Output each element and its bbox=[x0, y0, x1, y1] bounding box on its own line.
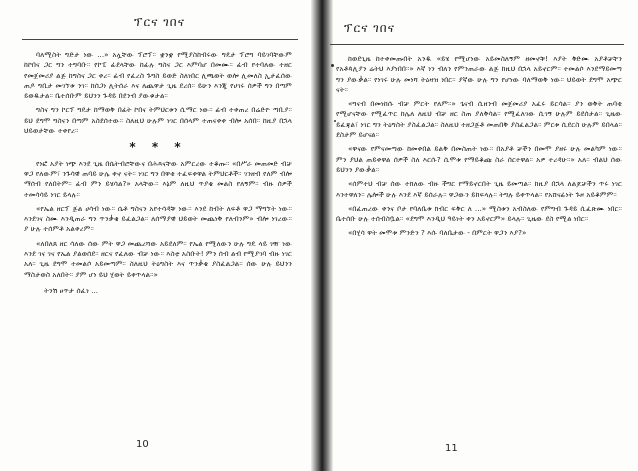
scan-speck bbox=[334, 120, 336, 122]
left-paragraph-3: የነፎ አያት ነጭ እንደ ጊዜ በሴትብሮቸውና በሕጻናቸው አምርረው ተቆጡ። «በሥራ መጠመድ ብቻ ዋጋ የለውም፣ ንጉሳዊ ጠባይ ሁሌ ቀኖ ናት። ነገር ግን በዋቂ ተፈፍቀዋል ትምህርቶች። ገንዘብ የለም ብሎ ማሰብ የለበትም። ፊብ ምን ይሄሳል?» አላቸው። እኔም ለዚህ ጥያቄ መልስ የለኝም። ብዙ ሰዎች ተመሳሳይ ነገር ይላሉ። bbox=[24, 158, 292, 199]
scan-speck bbox=[331, 64, 334, 67]
right-paragraph-3: «ዋናው የምናመጣው ከመቀበል ይልቅ በመስጠት ነው። በአያቶ ቻችን በመሞ ያዘሩ ሁሉ መልካም ነው። ምን ያህል ጠይቀዋል ሰዎች ስለ እርሱ? ሲሞቱ የማይቆጩ ስራ ሰርተዋል። አዎ ተረዳሁ።» አለ። ብልህ ሰው ይህንን ያውቃል። bbox=[336, 144, 622, 174]
running-header-left: ፕርና ገበና bbox=[134, 15, 185, 29]
right-paragraph-4: «ሰምተህ ብቻ ሰው ተክለው ብዙ ችግር የማይኖርበት ጊዜ ይመጣል። ከዚያ በኋላ ለልጆቻችን ጥሩ ነገር እንተዋለን። ሌሎች ሁሉ እንደ እኛ ይሰራሉ። ዋጋውን ይከፍላሉ። ትግሉ ይቀጥላል። የአሸናፊነት ጉዞ አይቆምም። bbox=[336, 179, 622, 199]
header-rule-right bbox=[330, 44, 624, 45]
right-paragraph-2: «ግናብ በመነከሱ ብቻ ምርት የለም።» ጌናብ ሲዘንብ መጀመሪያ አፈሩ ይርሳል። ያን ወቅት ጠባቂ የሚሆናቸው የሚፈጥር ከሌለ ለዚህ ብቻ ዘር ስጠ ያለቅሳል። የሚፈለገው ሲገኝ ሁሉም ይደሰታል። ጊዜው ይፈጃል፣ ነገር ግን ትዕግስት ያስፈልጋል። ስለዚህ ተዘጋጅቶ መጠበቅ ያስፈልጋል። ምርቱ ሲደርስ ሁሉም ይበላል። ደስታም ይሆናል። bbox=[336, 99, 622, 140]
running-header-right: ፕርና ገበና bbox=[344, 21, 395, 35]
left-paragraph-4: «የኤል ዘርፕ ጅል ሀሳብ ነው። ሴቶ ግስናን አየተሳዳቹ ነው። እንደ ከብት ለፍቶ ዋጋ ማግኘት ነው። እንደገና ስሙ እንዲጠራ ግን ጥንቃቄ ይፈልጋል። ለሰማያዊ ህይወት መጨነቅ የለብንም» ብሎ ነገረው። ያ ሁሉ ተሰምቶ አልቀረም። bbox=[24, 203, 292, 234]
left-closing-line: ትንሽ ፀጥታ ሰፈነ ... bbox=[44, 285, 99, 295]
left-paragraph-2: ግስና ግን ኮርፕ ግዴታ ከማወቅ በፊት ኮበና ትምህርቱን ሲማር ነው። ፊብ ተቀጠረ በሬድዮ ጣቢያ። ይህ ደግሞ ግስናን በጣም አስደሰተው። ስለዚህ ሁሉም ነገር በሰላም ተጠናቀቀ ብሎ አሰበ። ከዚያ በኋላ ህይወታቸው ተቀየረ። bbox=[24, 105, 292, 136]
header-rule-left bbox=[22, 39, 298, 40]
page-number-right: 11 bbox=[445, 443, 458, 454]
right-page-body bbox=[336, 54, 622, 243]
section-separator: * * * bbox=[129, 140, 187, 155]
left-paragraph-1: ባለሚስት ግድታ ነው ...» አሏቸው ፕሮፕ። ቋንቋ የሚያስከብሩው ግዴታ ፕሮግ ባይገባቸውም ከኮበና ጋር ግን ተግባቡ። የኮፒ ፊደላቸው ከፊሉ ግስና ጋር እምባሆ በመሙ። ፊብ የተባለው ተዘር የመጀመሪያ ልጅ ከግስና ጋር ቀረ። ፊብ የፈረስ ጉግስ ይወድ ስለነበር ሊጫወት ወሎ ሊመለስ ኢታፈሰው ጠዶ ግቢታ መገኘቱ ንገ። ከሰጋነ ሊትሰራ እና ለጨዋታ ጊዜ ደረሰ። ይሁን እንጂ የሀገሩ ሰዎች ግን በጣም ይወዱታል። ቤተሰቡም ይህንን ጉዳይ በደንብ ያውቁታል። bbox=[24, 50, 292, 101]
right-paragraph-6: «በሂሳ ዋት መሞቱ ምንድን ? እሱ ባለቤታው - በምርት ዋጋን እያ?» bbox=[348, 228, 527, 238]
right-paragraph-1: ከወደጊዜ ከተቀመጡበት አንዱ «ይሄ የሚሆነው አይመስለኝም ዘመኖቹ! እያት ቅድሙ አያቶቻቸን የአቶጳሊያን ሬትህ እያነበበ።» እኛ ነን ብለን የምንጠራው ልጅ ከዚህ በኋላ አይኖርም። ተመልሶ እንደማይመጣ ግን ያውቃል። የነገሩ ሁሉ መነሻ ትዕዛዝ ነበር። ያኛው ሁሉ ግን የሆነው ባለማወቅ ነው። ህይወት ደግሞ አጭር ናት። bbox=[336, 54, 622, 94]
left-paragraph-5: «ለበለጸ ዘር ሳለው ሰው ምት ዋጋ መጨረሻው አይደለም። የኤል የሚለውን ሁሉ ግዴ ላይ ገዥ ነው እንደ ገና ገና የኤል ያልወሰደ። ዘርና የፈለው ብቻ ነው። እስቲ አስቡት! ምን ሰብ ልብ የሚያገባ ብዙ ነገር አለ። ጊዜ ደግሞ ተመልሶ አይመጣም። ስለዚህ ትዕግስት እና ጥንቃቄ ያስፈልጋል። ሰው ሁሉ ይህንን ማስታወስ አለበት። ያም ሆነ ይህ ሂወት ይቀጥላል።» bbox=[24, 238, 292, 279]
left-page-body bbox=[24, 50, 292, 300]
page-number-left: 10 bbox=[136, 439, 149, 450]
right-paragraph-5: «በፈጠረው ቀንና ቦታ የባለቤቱ ክብር ፍቅር ለ ...» ሚስቱን አብስለው የምግብ ጉዳይ ሲፈጽሙ ነበር። ቤተሰቡ ሁሉ ተሰብስቧል። «ደግሞ እንዲህ ዓይነት ቀን አይኖርም» ይላሉ። ጊዜው ደስ የሚል ነበር። bbox=[336, 203, 622, 224]
right-page bbox=[324, 0, 638, 471]
